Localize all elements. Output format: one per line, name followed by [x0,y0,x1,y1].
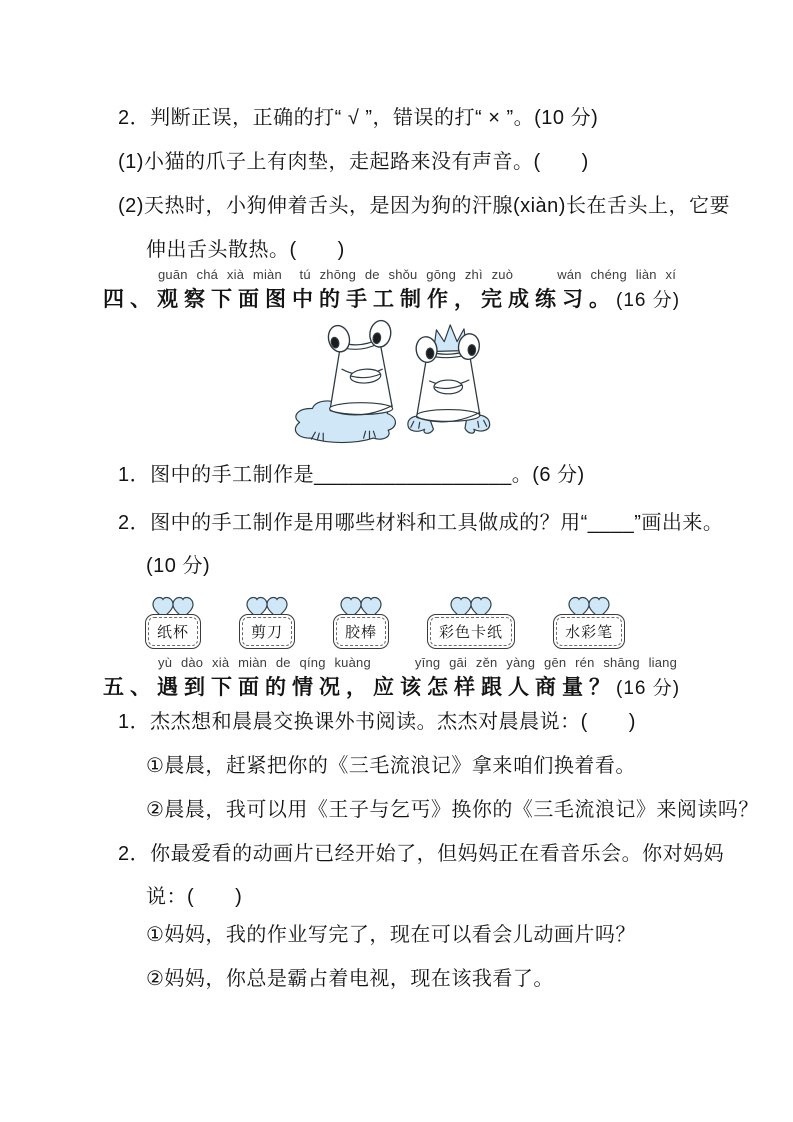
material-label-box [333,614,389,649]
section5-q1: 1．杰杰想和晨晨交换课外书阅读。杰杰对晨晨说：( ) [118,711,636,733]
q1-prefix: 1．图中的手工制作是 [118,464,315,486]
material-item-scissors [239,594,295,649]
material-label: 胶棒 [345,624,378,641]
section4-heading-line [103,283,705,313]
section5-pinyin: yù dào xià miàn de qíng kuàng yīng gāi zěn yàng gēn rén shāng liang [158,655,678,670]
material-item-paper-cup [145,594,201,649]
materials-row [145,585,705,649]
material-label-box [239,614,295,649]
craft-figure [281,319,705,450]
section4-pinyin: guān chá xià miàn tú zhōng de shǒu gōng zhì zuò wán chéng liàn xí [158,267,677,282]
material-label-box [427,614,515,649]
section5-heading: 五、遇到下面的情况，应该怎样跟人商量？ [103,676,616,699]
judge-item-2-line2: 伸出舌头散热。( ) [146,239,345,261]
material-item-colored-cardstock [427,594,515,649]
section4-heading: 四、观察下面图中的手工制作，完成练习。 [103,288,616,311]
section5-heading-line [103,671,705,701]
material-item-glue-stick [333,594,389,649]
section5-q2-option2: ②妈妈，你总是霸占着电视，现在该我看了。 [146,968,554,990]
q1-blank-line: _________________ [314,464,512,486]
section5-q2-line1: 2．你最爱看的动画片已经开始了，但妈妈正在看音乐会。你对妈妈 [118,843,725,865]
section5-score: (16 分) [616,678,681,699]
section5-q1-option2: ②晨晨，我可以用《王子与乞丐》换你的《三毛流浪记》来阅读吗？ [146,799,759,821]
section5-q1-option1: ①晨晨，赶紧把你的《三毛流浪记》拿来咱们换着看。 [146,755,636,777]
section5-q2-line2: 说：( ) [146,886,243,908]
material-label: 水彩笔 [565,624,614,641]
paper-cup-frogs-illustration-icon [281,319,519,445]
section4-q2-score: (10 分) [146,555,211,577]
material-label-box [145,614,201,649]
section4-score: (16 分) [616,290,681,311]
material-label: 纸杯 [157,624,190,641]
material-label: 剪刀 [251,624,284,641]
section4-q2: 2．图中的手工制作是用哪些材料和工具做成的？用“____”画出来。 [118,512,724,534]
q1-suffix: 。(6 分) [511,464,585,486]
material-label: 彩色卡纸 [439,624,504,641]
material-item-watercolor-pens [553,594,625,649]
judge-item-2-line1: (2)天热时，小狗伸着舌头，是因为狗的汗腺(xiàn)长在舌头上，它要 [118,195,730,217]
material-label-box [553,614,625,649]
judge-item-1: (1)小猫的爪子上有肉垫，走起路来没有声音。( ) [118,151,589,173]
judge-question-title: 2．判断正误，正确的打“ √ ”，错误的打“ × ”。(10 分) [118,107,599,129]
section4-q1 [118,460,705,490]
section5-q2-option1: ①妈妈，我的作业写完了，现在可以看会儿动画片吗？ [146,924,636,946]
